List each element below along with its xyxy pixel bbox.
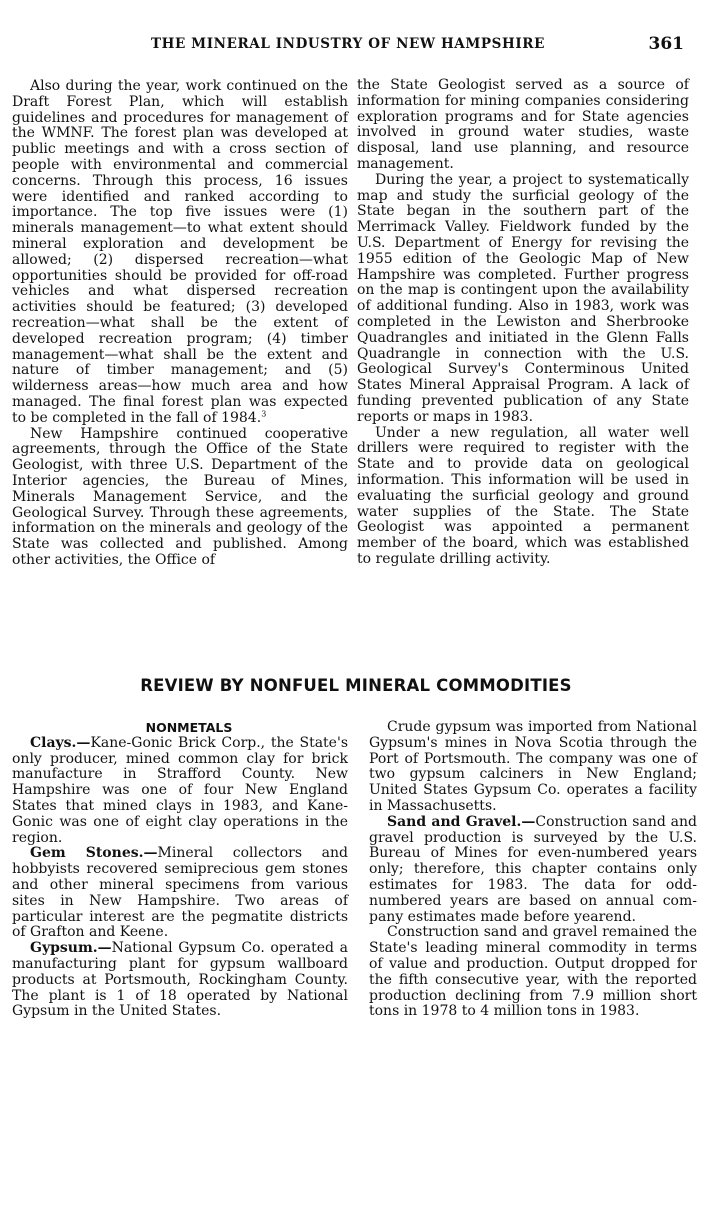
sand-gravel-text: Construction sand and gravel production is surveyed by the U.S. Bureau of Mines for even-numbered years only; therefore, this chapter contains only estimates for 1983. The data for odd-numbered years are based on annual company estimates made before yearend. [369, 813, 697, 925]
sand-gravel-title: Sand and Gravel.— [387, 813, 536, 830]
gypsum-paragraph [12, 941, 348, 1020]
gypsum-title: Gypsum.— [30, 940, 112, 957]
page-number: 361 [648, 34, 684, 54]
gypsum-text: National Gypsum Co. operated a manufacturing plant for gypsum wallboard products at Portsmouth, Rockingham County. The plant is 1 of 18 operated by National Gypsum in the United States. [12, 940, 348, 1020]
paragraph: the State Geologist served as a source of information for mining companies considering exploration programs and for State agencies involved in ground water studies, waste disposal, land use planning, and resource management. [357, 77, 689, 172]
sand-gravel-paragraph [369, 815, 697, 926]
lower-right-column [369, 720, 697, 1020]
paragraph: Under a new regulation, all water well drillers were required to register with the State and to provide data on geological information. This information will be used in evaluating the surficial geology and ground water supplies of the State. The State Geologist was appointed a permanent member of the board, which was established to regulate drilling activity. [357, 424, 689, 567]
section-heading: REVIEW BY NONFUEL MINERAL COMMODITIES [140, 676, 572, 695]
sand-gravel-paragraph-2: Construction sand and gravel remained the State's leading mineral commodity in terms of value and production. Output dropped for the fifth consecutive year, with the reported production declining from 7.9 million short tons in 1978 to 4 million tons in 1983. [369, 924, 697, 1020]
gem-stones-text: Mineral collectors and hobbyists recovered semiprecious gem stones and other mineral specimens from various sites in New Hampshire. Two areas of particular interest are the pegmatite districts of Grafton and Keene. [12, 845, 349, 941]
subheading-nonmetals: NONMETALS [145, 720, 233, 735]
lower-left-column [12, 720, 348, 1020]
clays-paragraph [12, 736, 348, 847]
upper-left-column [12, 79, 348, 569]
clays-text: Kane-Gonic Brick Corp., the State's only producer, mined common clay for brick manufacture in Strafford County. New Hampshire was one of four New England States that mined clays in 1983, and Kane-Gonic was one of eight clay operations in the region. [12, 734, 348, 846]
footnote-reference: 3 [261, 409, 267, 419]
gypsum-continued-paragraph: Crude gypsum was imported from National Gypsum's mines in Nova Scotia through the Port of Portsmouth. The company was one of two gypsum calciners in New England; United States Gypsum Co. operates a facility in Massachusetts. [369, 719, 697, 814]
running-title: THE MINERAL INDUSTRY OF NEW HAMPSHIRE [150, 36, 546, 52]
gem-stones-title: Gem Stones.— [30, 845, 158, 862]
gem-stones-paragraph [12, 846, 348, 941]
upper-right-column [357, 78, 689, 568]
paragraph: During the year, a project to systematically map and study the surficial geology of the State began in the southern part of the Merrimack Valley. Fieldwork funded by the U.S. Department of Energy for revising the 1955 edition of the Geologic Map of New Hampshire was completed. Further progress on the map is contingent upon the availability of additional funding. Also in 1983, work was completed in the Lewiston and Sherbrooke Quadrangles and initiated in the Glenn Falls Quadrangle in connection with the U.S. Geological Survey's Conterminous United States Mineral Appraisal Program. A lack of funding prevented publication of any State reports or maps in 1983. [357, 171, 689, 425]
clays-title: Clays.— [30, 734, 91, 751]
paragraph-text: Also during the year, work continued on the Draft Forest Plan, which will establish guidelines and procedures for management of the WMNF. The forest plan was developed at public meetings and with a cross section of people with environmental and commercial concerns. Through this process, 16 issues were identified and ranked according to importance. The top five issues were (1) minerals management—to what extent should mineral exploration and development be allowed; (2) dispersed recreation—what opportunities should be provided for off-road vehicles and what dispersed recreation activities should be featured; (3) developed recreation—what shall be the extent of developed recreation program; (4) timber management—what shall be the extent and nature of timber management; and (5) wilderness areas—how much area and how managed. The final forest plan was expected to be completed in the fall of 1984. [12, 78, 348, 426]
paragraph: New Hampshire continued cooperative agreements, through the Office of the State Geologist, with three U.S. Department of the Interior agencies, the Bureau of Mines, Minerals Management Service, and the Geological Survey. Through these agreements, information on the minerals and geology of the State was collected and published. Among other activities, the Office of [12, 425, 348, 568]
paragraph [12, 79, 348, 427]
